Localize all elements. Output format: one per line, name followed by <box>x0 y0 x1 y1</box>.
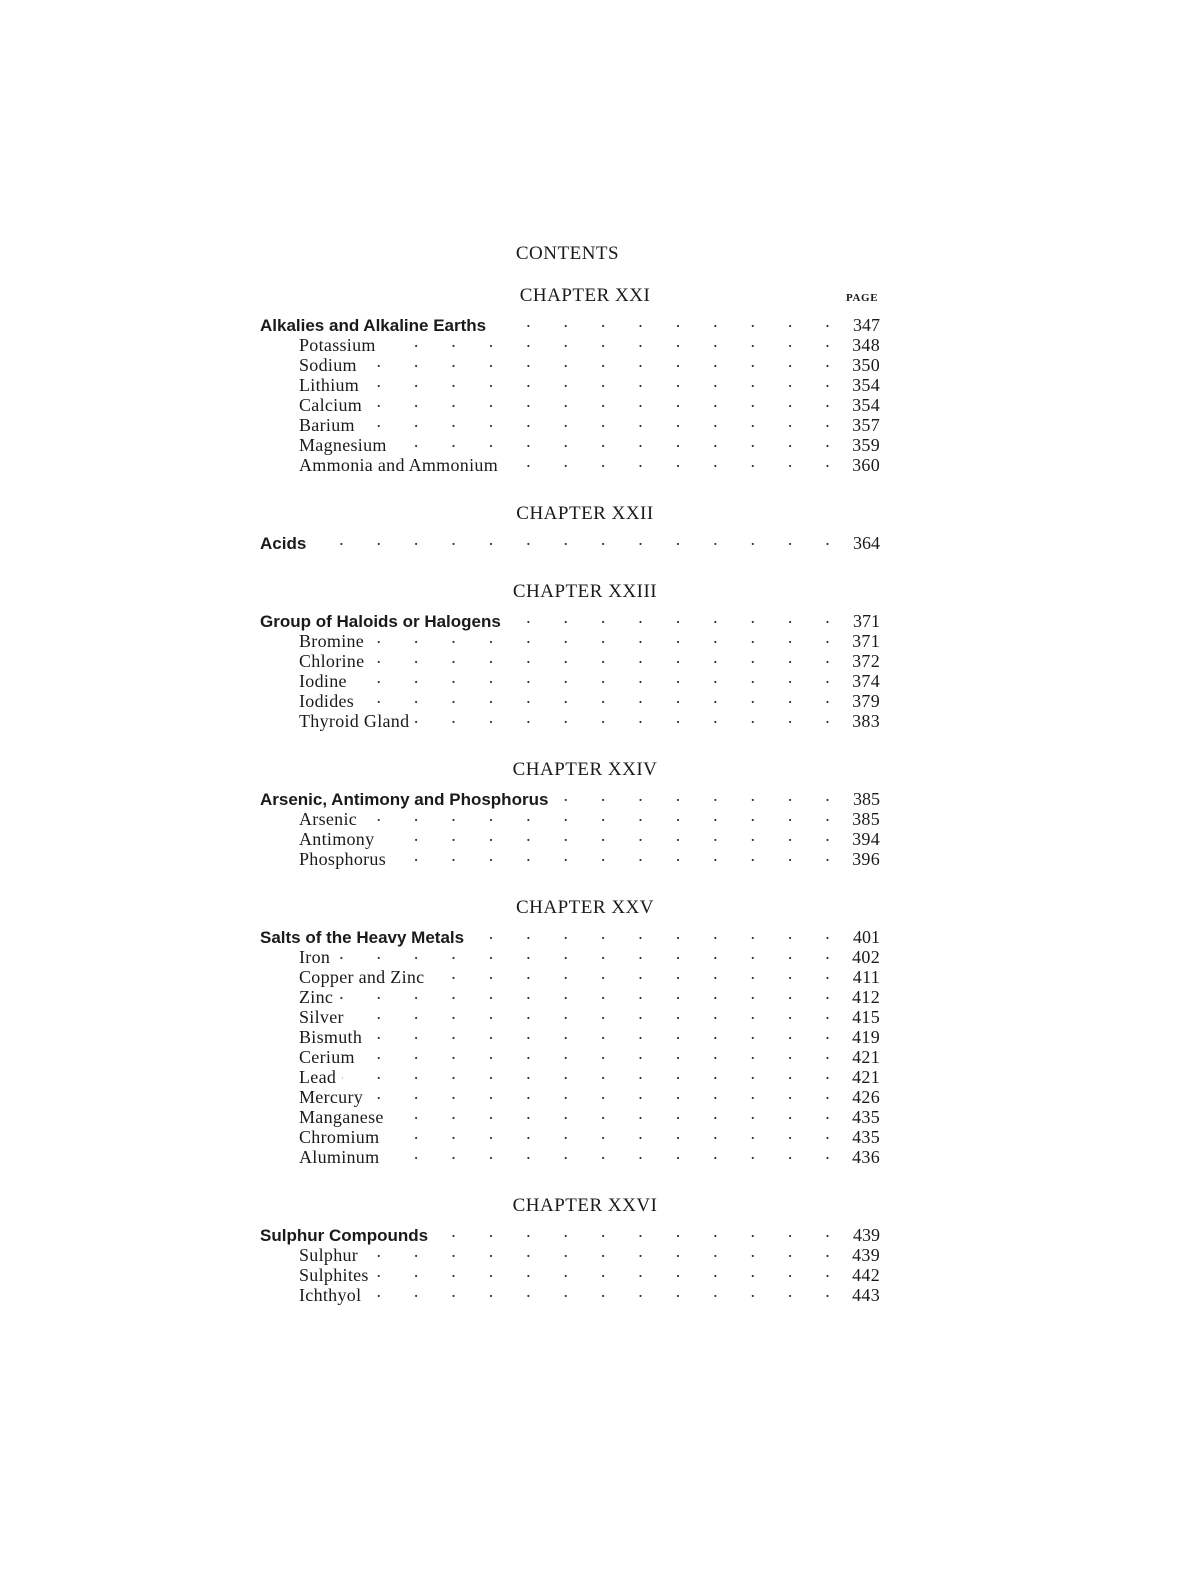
subsection-title: Zinc <box>299 987 334 1007</box>
toc-main-entry <box>260 311 880 335</box>
dot-leader <box>364 1241 844 1261</box>
page-number: 364 <box>853 533 880 553</box>
dot-leader <box>367 1281 844 1301</box>
dot-leader <box>430 963 844 983</box>
toc-sub-entry <box>260 667 880 691</box>
section-title: Acids <box>260 534 307 553</box>
page-number: 436 <box>852 1147 880 1167</box>
toc-main-entry <box>260 1221 880 1245</box>
chapter-block <box>260 755 880 869</box>
chapter-heading: CHAPTER XXVI <box>512 1195 658 1216</box>
page-number: 385 <box>853 789 880 809</box>
page-number: 396 <box>852 849 880 869</box>
subsection-title: Calcium <box>299 395 363 415</box>
subsection-title: Iron <box>299 947 331 967</box>
dot-leader <box>363 805 844 825</box>
dot-leader <box>392 845 844 865</box>
page-number: 415 <box>852 1007 880 1027</box>
dot-leader <box>470 923 844 943</box>
page-number: 350 <box>852 355 880 375</box>
subsection-title: Arsenic <box>299 809 358 829</box>
subsection-title: Sulphur <box>299 1245 359 1265</box>
chapter-heading: CHAPTER XXI <box>519 285 651 306</box>
page-number: 371 <box>852 631 880 651</box>
dot-leader <box>368 1023 844 1043</box>
page-number: 357 <box>852 415 880 435</box>
dot-leader <box>363 351 844 371</box>
subsection-title: Silver <box>299 1007 344 1027</box>
dot-leader <box>382 331 844 351</box>
dot-leader <box>336 943 844 963</box>
subsection-title: Phosphorus <box>299 849 387 869</box>
page-number: 435 <box>852 1127 880 1147</box>
section-title: Alkalies and Alkaline Earths <box>260 316 487 335</box>
dot-leader <box>390 1103 844 1123</box>
dot-leader <box>415 707 844 727</box>
section-title: Sulphur Compounds <box>260 1226 429 1245</box>
dot-leader <box>434 1221 844 1241</box>
subsection-title: Ammonia and Ammonium <box>299 455 498 475</box>
page-number: 412 <box>852 987 880 1007</box>
page-number: 360 <box>852 455 880 475</box>
dot-leader <box>554 785 844 805</box>
dot-leader <box>353 667 844 687</box>
page-title: CONTENTS <box>515 243 620 264</box>
dot-leader <box>385 1143 844 1163</box>
dot-leader <box>492 311 844 331</box>
toc-sub-entry <box>260 1023 880 1047</box>
subsection-title: Cerium <box>299 1047 355 1067</box>
dot-leader <box>342 1063 844 1083</box>
subsection-title: Sodium <box>299 355 357 375</box>
dot-leader <box>365 371 844 391</box>
chapter-heading: CHAPTER XXIII <box>512 581 658 602</box>
chapter-block <box>260 577 880 731</box>
toc-main-entry <box>260 785 880 809</box>
subsection-title: Mercury <box>299 1087 364 1107</box>
page-number: 383 <box>852 711 880 731</box>
toc-sub-entry <box>260 1063 880 1087</box>
page-number: 374 <box>852 671 880 691</box>
page-number: 402 <box>852 947 880 967</box>
page-number: 348 <box>852 335 880 355</box>
page-number: 426 <box>852 1087 880 1107</box>
chapter-block <box>260 1191 880 1305</box>
toc-sub-entry <box>260 963 880 987</box>
page-number: 401 <box>853 927 880 947</box>
dot-leader <box>361 1043 844 1063</box>
subsection-title: Magnesium <box>299 435 387 455</box>
section-title: Salts of the Heavy Metals <box>260 928 465 947</box>
dot-leader <box>393 431 844 451</box>
dot-leader <box>370 627 844 647</box>
page-number: 411 <box>852 967 880 987</box>
toc-main-entry <box>260 607 880 631</box>
section-title: Group of Haloids or Halogens <box>260 612 501 631</box>
page-number: 379 <box>852 691 880 711</box>
page-number: 421 <box>852 1047 880 1067</box>
page-number: 359 <box>852 435 880 455</box>
page-number: 372 <box>852 651 880 671</box>
page-number: 421 <box>852 1067 880 1087</box>
dot-leader <box>360 687 844 707</box>
chapter-block <box>260 281 880 475</box>
toc-sub-entry <box>260 687 880 711</box>
page-number: 394 <box>852 829 880 849</box>
toc-sub-entry <box>260 943 880 967</box>
toc-main-entry <box>260 529 880 553</box>
page-number: 435 <box>852 1107 880 1127</box>
chapter-block <box>260 893 880 1167</box>
subsection-title: Iodides <box>299 691 355 711</box>
toc-sub-entry <box>260 1003 880 1027</box>
subsection-title: Manganese <box>299 1107 384 1127</box>
subsection-title: Chromium <box>299 1127 380 1147</box>
page-number: 439 <box>853 1225 880 1245</box>
subsection-title: Sulphites <box>299 1265 369 1285</box>
subsection-title: Ichthyol <box>299 1285 362 1305</box>
dot-leader <box>380 825 844 845</box>
dot-leader <box>375 1261 844 1281</box>
dot-leader <box>507 607 844 627</box>
page-number: 443 <box>852 1285 880 1305</box>
subsection-title: Barium <box>299 415 355 435</box>
toc-sub-entry <box>260 983 880 1007</box>
dot-leader <box>368 391 844 411</box>
chapter-heading: CHAPTER XXIV <box>512 759 658 780</box>
dot-leader <box>385 1123 844 1143</box>
dot-leader <box>312 529 844 549</box>
chapter-heading: CHAPTER XXII <box>516 503 654 524</box>
chapter-heading: CHAPTER XXV <box>516 897 654 918</box>
table-of-contents <box>260 281 880 1329</box>
subsection-title: Chlorine <box>299 651 365 671</box>
toc-main-entry <box>260 923 880 947</box>
subsection-title: Lead <box>299 1067 337 1087</box>
dot-leader <box>361 411 844 431</box>
page-number: 347 <box>853 315 880 335</box>
subsection-title: Bismuth <box>299 1027 363 1047</box>
page-number: 354 <box>852 395 880 415</box>
page-number: 385 <box>852 809 880 829</box>
subsection-title: Potassium <box>299 335 376 355</box>
page-number: 354 <box>852 375 880 395</box>
subsection-title: Antimony <box>299 829 375 849</box>
page-number: 371 <box>853 611 880 631</box>
dot-leader <box>370 647 844 667</box>
subsection-title: Copper and Zinc <box>299 967 425 987</box>
toc-sub-entry <box>260 1083 880 1107</box>
subsection-title: Thyroid Gland <box>299 711 410 731</box>
section-title: Arsenic, Antimony and Phosphorus <box>260 790 549 809</box>
dot-leader <box>504 451 844 471</box>
dot-leader <box>350 1003 844 1023</box>
subsection-title: Aluminum <box>299 1147 380 1167</box>
subsection-title: Iodine <box>299 671 347 691</box>
subsection-title: Bromine <box>299 631 365 651</box>
page-column-label: PAGE <box>846 292 879 304</box>
chapter-block <box>260 499 880 553</box>
dot-leader <box>339 983 844 1003</box>
subsection-title: Lithium <box>299 375 360 395</box>
dot-leader <box>369 1083 844 1103</box>
page-number: 439 <box>852 1245 880 1265</box>
page-number: 419 <box>852 1027 880 1047</box>
page-number: 442 <box>852 1265 880 1285</box>
